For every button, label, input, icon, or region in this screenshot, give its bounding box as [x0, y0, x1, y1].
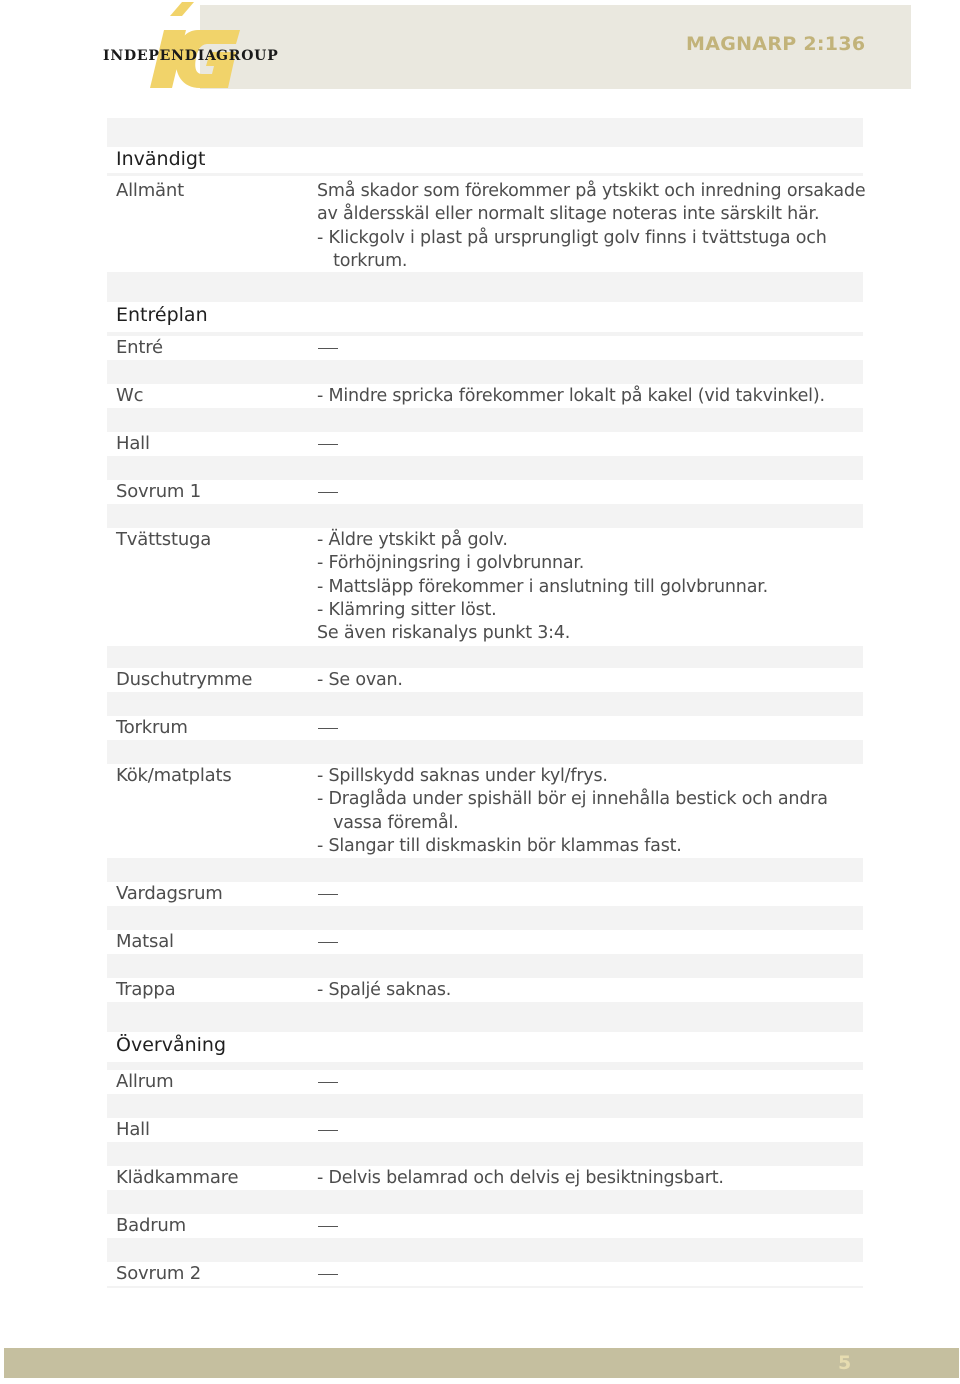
row-label-wc: Wc	[116, 385, 144, 406]
property-name: MAGNARP 2:136	[686, 33, 866, 55]
table-row	[107, 432, 863, 456]
empty-dash	[318, 1130, 338, 1131]
empty-dash	[318, 444, 338, 445]
table-row	[107, 384, 863, 408]
row-text-tvattstuga: - Äldre ytskikt på golv. - Förhöjningsring i golvbrunnar. - Mattsläpp förekommer i anslutning till golvbrunnar. - Klämring sitter löst. Se även riskanalys punkt 3:4.	[317, 530, 768, 644]
table-row	[107, 528, 863, 646]
independia-logo-mark	[148, 0, 244, 90]
page-number: 5	[838, 1352, 852, 1374]
row-label-hall-upper: Hall	[116, 1119, 150, 1140]
empty-dash	[318, 1226, 338, 1227]
table-row	[107, 1032, 863, 1062]
empty-dash	[318, 1274, 338, 1275]
table-row	[107, 176, 866, 272]
row-label-badrum: Badrum	[116, 1215, 186, 1236]
row-label-torkrum: Torkrum	[116, 717, 188, 738]
section-heading-invandigt: Invändigt	[116, 148, 206, 170]
table-row	[107, 336, 863, 360]
row-label-trappa: Trappa	[116, 979, 176, 1000]
row-label-allmant: Allmänt	[116, 180, 184, 201]
table-row	[107, 882, 863, 906]
row-label-tvattstuga: Tvättstuga	[116, 529, 212, 550]
table-row	[107, 480, 863, 504]
empty-dash	[318, 942, 338, 943]
row-label-sovrum-2: Sovrum 2	[116, 1263, 202, 1284]
row-label-allrum: Allrum	[116, 1071, 174, 1092]
table-row	[107, 930, 863, 954]
row-text-kladkammare: - Delvis belamrad och delvis ej besiktningsbart.	[317, 1168, 724, 1188]
row-label-hall: Hall	[116, 433, 150, 454]
empty-dash	[318, 894, 338, 895]
empty-dash	[318, 1082, 338, 1083]
table-row	[107, 978, 863, 1002]
row-label-sovrum-1: Sovrum 1	[116, 481, 202, 502]
table-row	[107, 716, 863, 740]
table-row	[107, 1166, 863, 1190]
empty-dash	[318, 348, 338, 349]
table-row	[107, 147, 863, 173]
table-row	[107, 302, 863, 332]
footer-bar	[4, 1348, 959, 1378]
row-label-kladkammare: Klädkammare	[116, 1167, 239, 1188]
empty-dash	[318, 492, 338, 493]
section-heading-overvaning: Övervåning	[116, 1034, 227, 1056]
section-heading-entreplan: Entréplan	[116, 304, 208, 326]
row-label-matsal: Matsal	[116, 931, 174, 952]
table-row	[107, 1118, 863, 1142]
inspection-table	[107, 118, 866, 1288]
row-text-kok-matplats: - Spillskydd saknas under kyl/frys. - Draglåda under spishäll bör ej innehålla bestick och andra vassa föremål. - Slangar till diskmaskin bör klammas fast.	[317, 766, 828, 856]
table-row	[107, 764, 863, 858]
table-row	[107, 668, 863, 692]
table-row	[107, 1214, 863, 1238]
row-text-duschutrymme: - Se ovan.	[317, 670, 403, 690]
row-label-duschutrymme: Duschutrymme	[116, 669, 253, 690]
row-text-wc: - Mindre spricka förekommer lokalt på kakel (vid takvinkel).	[317, 386, 825, 406]
row-label-entre: Entré	[116, 337, 163, 358]
row-label-kok-matplats: Kök/matplats	[116, 765, 232, 786]
row-label-vardagsrum: Vardagsrum	[116, 883, 223, 904]
table-row	[107, 1070, 863, 1094]
logo-word-independia: INDEPENDIA	[103, 48, 217, 64]
table-row	[107, 1262, 863, 1286]
logo-word-group: GROUP	[216, 48, 279, 64]
row-text-trappa: - Spaljé saknas.	[317, 980, 452, 1000]
empty-dash	[318, 728, 338, 729]
svg-text:iG: iG	[148, 0, 150, 1]
row-text-allmant: Små skador som förekommer på ytskikt och inredning orsakade av åldersskäl eller normalt slitage noteras inte särskilt här. - Klickgolv i plast på ursprungligt golv finns i tvättstuga och torkrum.	[317, 181, 866, 271]
